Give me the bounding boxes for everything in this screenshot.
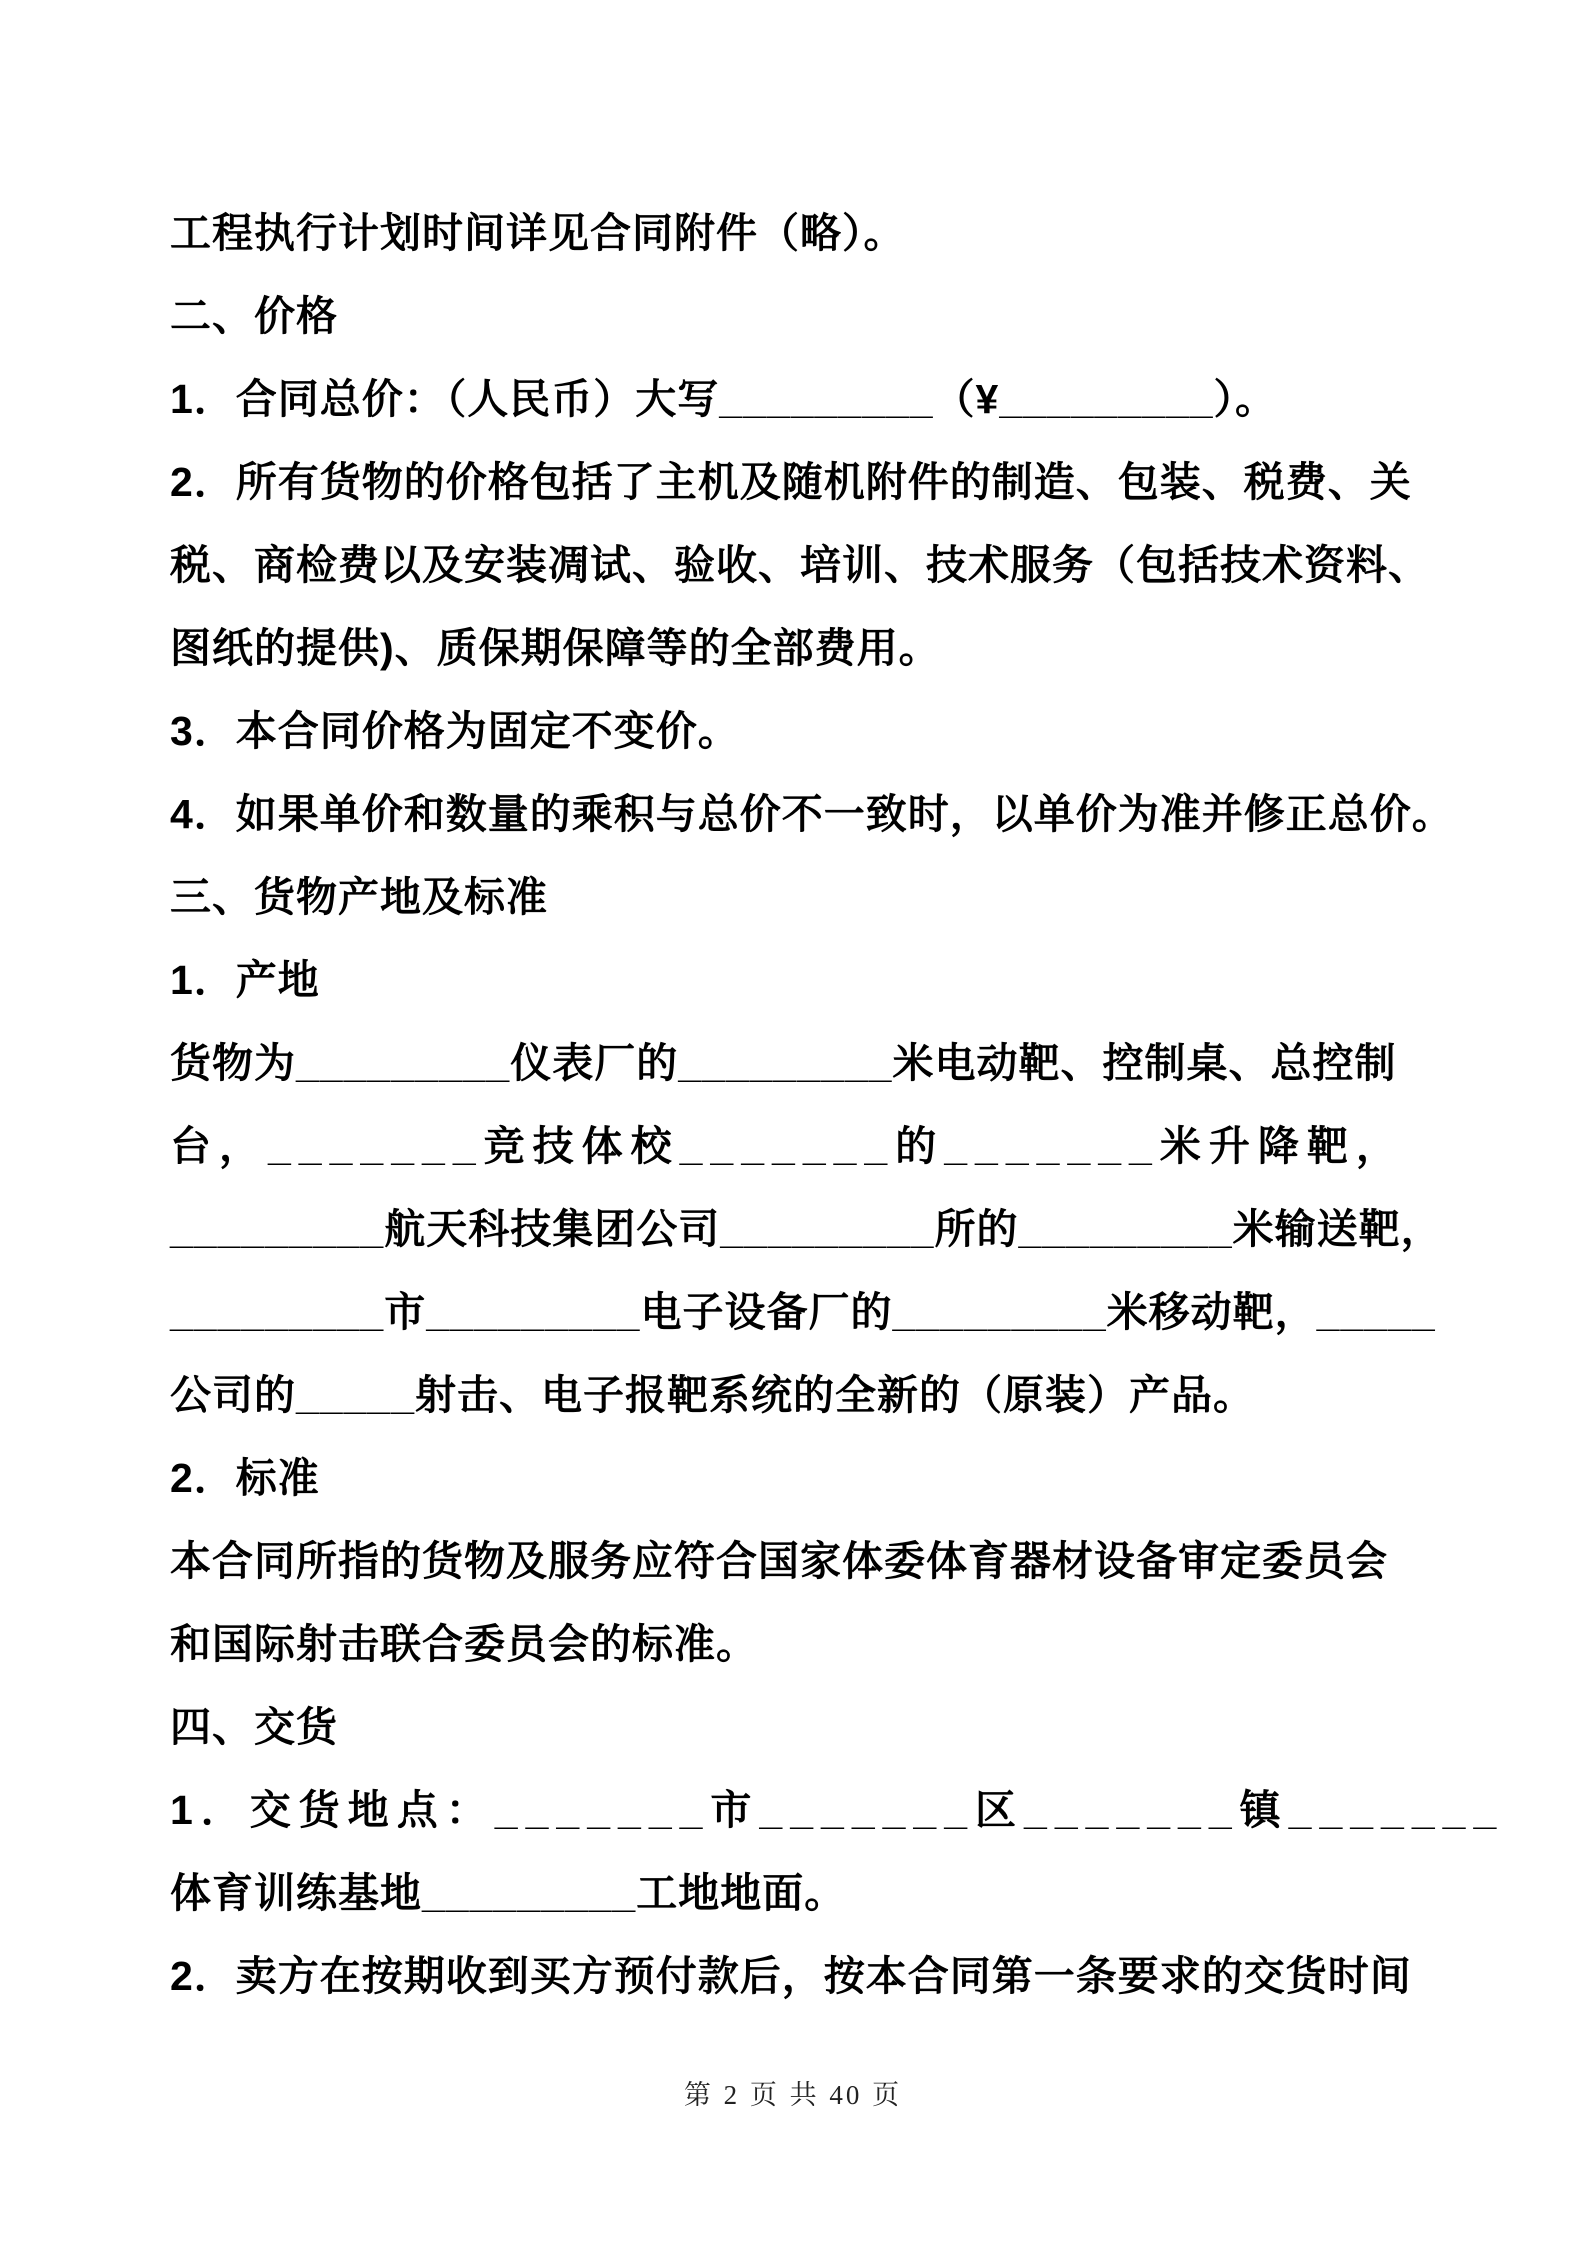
document-line: 台，_______竞技体校_______的_______米升降靶， bbox=[170, 1123, 1405, 1169]
document-line: _________航天科技集团公司_________所的_________米输送靶， bbox=[170, 1206, 1443, 1252]
document-line: 2．卖方在按期收到买方预付款后，按本合同第一条要求的交货时间 bbox=[170, 1953, 1412, 1999]
document-line: 1．交货地点：_______市_______区_______镇_______ bbox=[170, 1787, 1505, 1833]
document-line: 公司的_____射击、电子报靶系统的全新的（原装）产品。 bbox=[170, 1372, 1256, 1418]
document-line: 税、商检费以及安装凋试、验收、培训、技术服务（包括技术资料、 bbox=[170, 542, 1430, 588]
document-line: 体育训练基地_________工地地面。 bbox=[170, 1870, 847, 1916]
document-line: 本合同所指的货物及服务应符合国家体委体育器材设备审定委员会 bbox=[170, 1538, 1388, 1584]
document-line: 1．产地 bbox=[170, 957, 320, 1003]
document-line: 2．所有货物的价格包括了主机及随机附件的制造、包装、税费、关 bbox=[170, 459, 1412, 505]
document-line: _________市_________电子设备厂的_________米移动靶，_____ bbox=[170, 1289, 1436, 1335]
document-line: 二、价格 bbox=[170, 293, 338, 339]
document-body bbox=[170, 192, 1505, 2018]
document-line: 和国际射击联合委员会的标准。 bbox=[170, 1621, 758, 1667]
document-line: 4．如果单价和数量的乘积与总价不一致时，以单价为准并修正总价。 bbox=[170, 791, 1454, 837]
document-line: 三、货物产地及标准 bbox=[170, 874, 548, 920]
document-line: 1．合同总价：（人民币）大写_________（¥_________）。 bbox=[170, 376, 1278, 422]
document-line: 货物为_________仪表厂的_________米电动靶、控制桌、总控制 bbox=[170, 1040, 1397, 1086]
page-footer: 第 2 页 共 40 页 bbox=[683, 2080, 903, 2110]
document-line: 3．本合同价格为固定不变价。 bbox=[170, 708, 740, 754]
document-line: 工程执行计划时间详见合同附件（略）。 bbox=[170, 210, 906, 256]
document-line: 2．标准 bbox=[170, 1455, 320, 1501]
document-line: 图纸的提供)、质保期保障等的全部费用。 bbox=[170, 625, 941, 671]
document-line: 四、交货 bbox=[170, 1704, 338, 1750]
